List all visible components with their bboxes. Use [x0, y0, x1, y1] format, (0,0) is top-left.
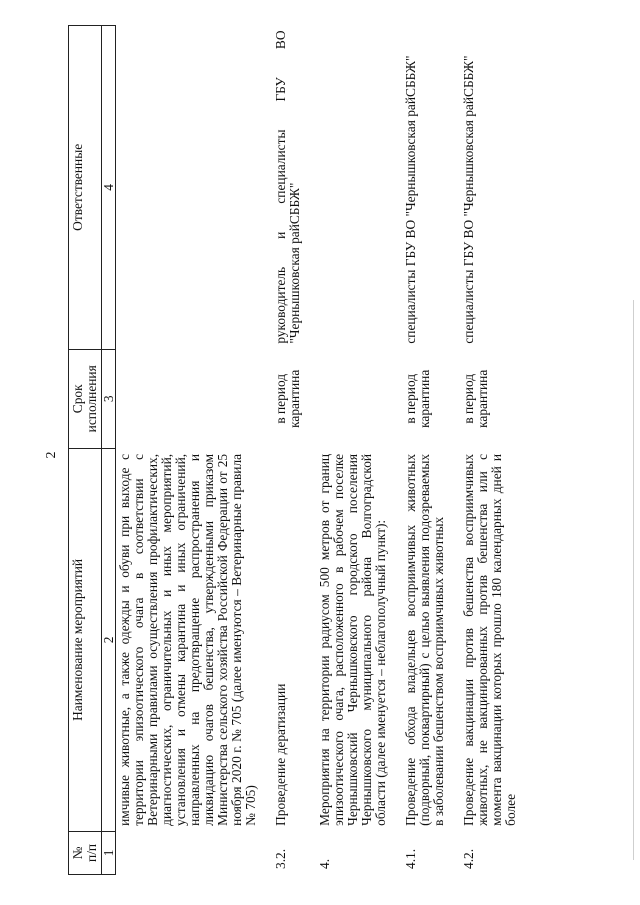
header-num-4: 4: [102, 26, 116, 350]
table-header: [69, 26, 116, 875]
row-measure: Проведение дератизации: [260, 448, 304, 831]
row-responsible: руководитель и специалисты ГБУ ВО "Чернышковская райСББЖ": [260, 26, 304, 350]
scan-edge-line: [633, 300, 634, 860]
row-number: [116, 831, 261, 874]
header-num-3: 3: [102, 349, 116, 448]
header-num-2: 2: [102, 448, 116, 831]
row-term: [116, 349, 261, 448]
page-number: 2: [44, 451, 59, 459]
row-responsible: [304, 26, 390, 350]
header-num-1: 1: [102, 831, 116, 874]
row-measure: Проведение обхода владельцев восприимчивых животных (подворный, поквартирный) с целью выявления подозреваемых в заболевании бешенством восприимчивых животных: [390, 448, 448, 831]
row-number: 4.1.: [390, 831, 448, 874]
table-row: [390, 26, 448, 875]
table-row: [448, 26, 520, 875]
row-term: в период карантина: [260, 349, 304, 448]
header-number: № п/п: [69, 831, 102, 874]
row-term: в период карантина: [390, 349, 448, 448]
table-row: [260, 26, 304, 875]
row-number: 4.: [304, 831, 390, 874]
table-row: [116, 26, 261, 875]
measures-table: [68, 25, 520, 875]
row-term: [304, 349, 390, 448]
row-number: 4.2.: [448, 831, 520, 874]
row-measure: имчивые животные, а также одежды и обуви при выходе с территории эпизоотического очага в соответствии с Ветеринарными правилами осуществления профилактических, диагностических, ограничительных и иных мероприятий, установления и отмены карантина и иных ограничений, направленных на предотвращение распространения и ликвидацию очагов бешенства, утвержденными приказом Министерства сельского хозяйства Российской Федерации от 25 ноября 2020 г. № 705 (далее именуются – Ветеринарные правила № 705): [116, 448, 261, 831]
header-responsible: Ответственные: [69, 26, 102, 350]
row-measure: Мероприятия на территории радиусом 500 метров от границ эпизоотического очага, расположенного в рабочем поселке Чернышковский Чернышковского городского поселения Чернышковского муниципального района Волгоградской области (далее именуется – неблагополучный пункт):: [304, 448, 390, 831]
row-measure: Проведение вакцинации против бешенства восприимчивых животных, не вакцинированных против бешенства или с момента вакцинации которых прошло 180 календарных дней и более: [448, 448, 520, 831]
header-term: Срок исполнения: [69, 349, 102, 448]
table-body: [116, 26, 521, 875]
table-row: [304, 26, 390, 875]
row-number: 3.2.: [260, 831, 304, 874]
header-measures: Наименование мероприятий: [69, 448, 102, 831]
row-responsible: специалисты ГБУ ВО "Чернышковская райСББЖ": [448, 26, 520, 350]
row-term: в период карантина: [448, 349, 520, 448]
row-responsible: [116, 26, 261, 350]
row-responsible: специалисты ГБУ ВО "Чернышковская райСББЖ": [390, 26, 448, 350]
